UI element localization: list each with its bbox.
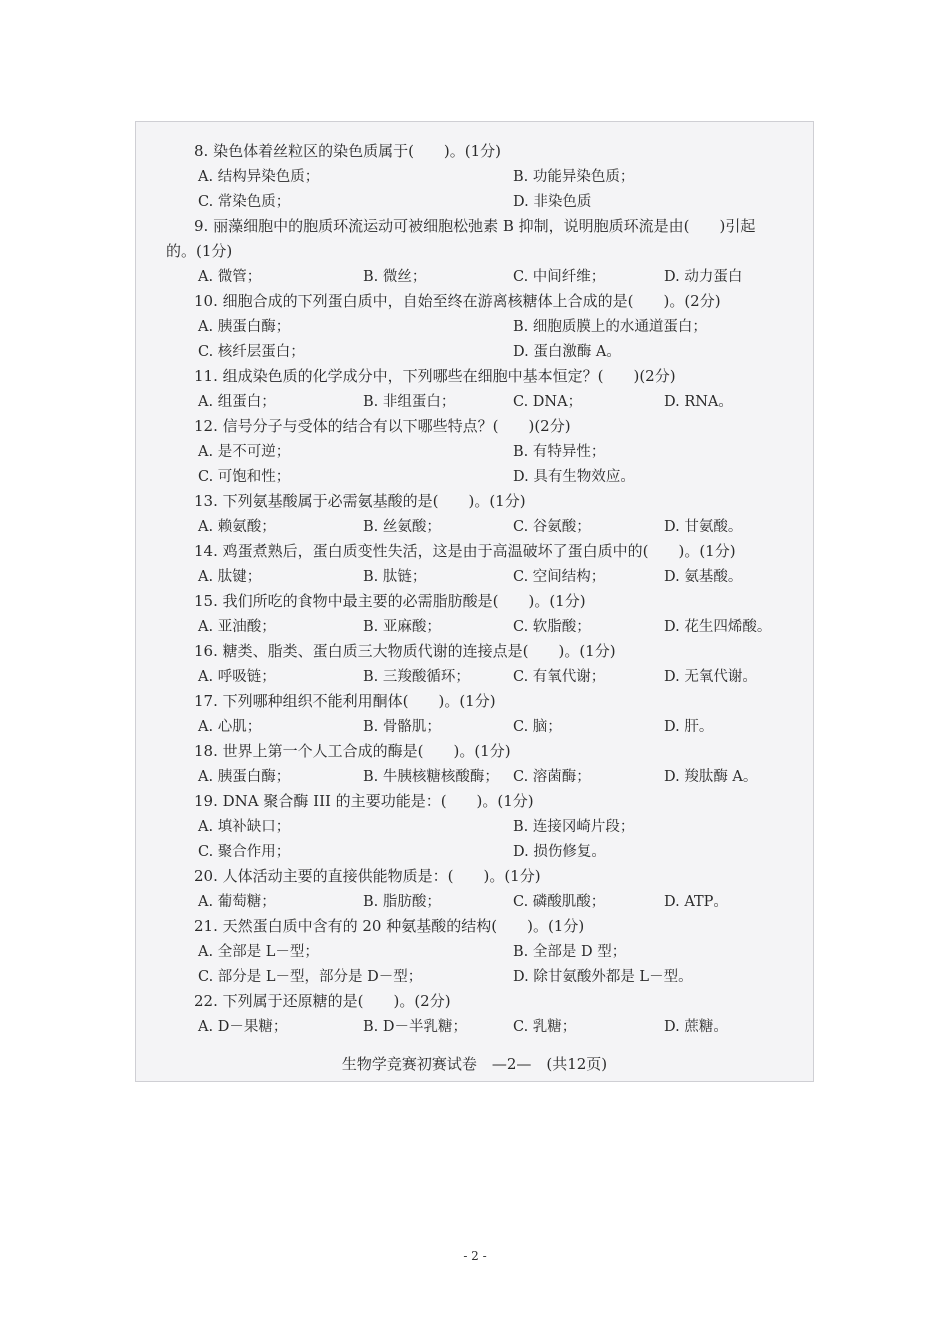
option-d: D. 甘氨酸。	[664, 519, 743, 535]
option-b: B. 有特异性；	[513, 444, 606, 460]
option-d: D. 蛋白激酶 A。	[513, 344, 621, 360]
option-a: A. 亚油酸；	[198, 619, 276, 635]
option-d: D. RNA。	[664, 394, 733, 410]
option-a: A. 结构异染色质；	[198, 169, 320, 185]
option-a: A. 填补缺口；	[198, 819, 291, 835]
option-a: A. 赖氨酸；	[198, 519, 276, 535]
option-c: C. 可饱和性；	[198, 469, 291, 485]
question-stem: 16. 糖类、脂类、蛋白质三大物质代谢的连接点是( )。(1分)	[194, 642, 616, 660]
option-c: C. 常染色质；	[198, 194, 291, 210]
option-a: A. D－果糖；	[198, 1019, 288, 1035]
option-b: B. 非组蛋白；	[363, 394, 456, 410]
option-b: B. 微丝；	[363, 269, 427, 285]
option-b: B. 亚麻酸；	[363, 619, 441, 635]
option-b: B. 脂肪酸；	[363, 894, 441, 910]
option-c: C. 有氧代谢；	[513, 669, 606, 685]
option-c: C. 谷氨酸；	[513, 519, 591, 535]
option-b: B. 牛胰核糖核酸酶；	[363, 769, 499, 785]
page-number: - 2 -	[463, 1249, 487, 1263]
question-stem: 19. DNA 聚合酶 III 的主要功能是：( )。(1分)	[194, 792, 534, 810]
option-d: D. 损伤修复。	[513, 844, 606, 860]
option-b: B. D－半乳糖；	[363, 1019, 467, 1035]
option-b: B. 细胞质膜上的水通道蛋白；	[513, 319, 707, 335]
option-c: C. 空间结构；	[513, 569, 606, 585]
option-c: C. 溶菌酶；	[513, 769, 591, 785]
option-a: A. 胰蛋白酶；	[198, 319, 291, 335]
option-d: D. 除甘氨酸外都是 L－型。	[513, 969, 693, 985]
option-d: D. ATP。	[664, 894, 728, 910]
option-b: B. 丝氨酸；	[363, 519, 441, 535]
question-stem: 22. 下列属于还原糖的是( )。(2分)	[194, 992, 451, 1010]
option-a: A. 肽键；	[198, 569, 262, 585]
option-c: C. 核纤层蛋白；	[198, 344, 305, 360]
option-d: D. 氨基酸。	[664, 569, 743, 585]
option-a: A. 呼吸链；	[198, 669, 276, 685]
option-b: B. 全部是 D 型；	[513, 944, 627, 960]
option-b: B. 肽链；	[363, 569, 427, 585]
option-a: A. 全部是 L－型；	[198, 944, 319, 960]
option-d: D. 无氧代谢。	[664, 669, 757, 685]
option-c: C. 部分是 L－型，部分是 D－型；	[198, 969, 423, 985]
question-stem: 21. 天然蛋白质中含有的 20 种氨基酸的结构( )。(1分)	[194, 917, 585, 935]
option-b: B. 三羧酸循环；	[363, 669, 470, 685]
option-b: B. 功能异染色质；	[513, 169, 635, 185]
option-a: A. 是不可逆；	[198, 444, 291, 460]
question-stem: 13. 下列氨基酸属于必需氨基酸的是( )。(1分)	[194, 492, 526, 510]
option-d: D. 花生四烯酸。	[664, 619, 772, 635]
question-stem: 10. 细胞合成的下列蛋白质中，自始至终在游离核糖体上合成的是( )。(2分)	[194, 292, 721, 310]
option-c: C. DNA；	[513, 394, 583, 410]
option-d: D. 具有生物效应。	[513, 469, 635, 485]
option-c: C. 软脂酸；	[513, 619, 591, 635]
question-stem: 20. 人体活动主要的直接供能物质是：( )。(1分)	[194, 867, 541, 885]
question-stem: 11. 组成染色质的化学成分中，下列哪些在细胞中基本恒定？( )(2分)	[194, 367, 676, 385]
option-b: B. 骨骼肌；	[363, 719, 441, 735]
option-a: A. 胰蛋白酶；	[198, 769, 291, 785]
option-a: A. 组蛋白；	[198, 394, 276, 410]
question-stem: 9. 丽藻细胞中的胞质环流运动可被细胞松弛素 B 抑制，说明胞质环流是由( )引起	[194, 217, 756, 235]
question-stem: 8. 染色体着丝粒区的染色质属于( )。(1分)	[194, 142, 502, 160]
option-a: A. 微管；	[198, 269, 262, 285]
question-stem: 12. 信号分子与受体的结合有以下哪些特点？( )(2分)	[194, 417, 571, 435]
option-c: C. 中间纤维；	[513, 269, 606, 285]
question-stem: 14. 鸡蛋煮熟后，蛋白质变性失活，这是由于高温破坏了蛋白质中的( )。(1分)	[194, 542, 736, 560]
question-stem: 18. 世界上第一个人工合成的酶是( )。(1分)	[194, 742, 511, 760]
exam-footer: 生物学竞赛初赛试卷 —2— (共12页)	[341, 1055, 608, 1073]
question-stem: 17. 下列哪种组织不能利用酮体( )。(1分)	[194, 692, 496, 710]
option-c: C. 磷酸肌酸；	[513, 894, 606, 910]
option-d: D. 蔗糖。	[664, 1019, 728, 1035]
question-stem: 15. 我们所吃的食物中最主要的必需脂肪酸是( )。(1分)	[194, 592, 586, 610]
option-c: C. 聚合作用；	[198, 844, 291, 860]
question-stem-continued: 的。(1分)	[166, 242, 233, 260]
option-c: C. 乳糖；	[513, 1019, 577, 1035]
option-b: B. 连接冈崎片段；	[513, 819, 635, 835]
option-d: D. 肝。	[664, 719, 714, 735]
option-d: D. 动力蛋白	[664, 269, 743, 285]
option-d: D. 羧肽酶 A。	[664, 769, 758, 785]
option-c: C. 脑；	[513, 719, 562, 735]
option-a: A. 葡萄糖；	[198, 894, 276, 910]
option-a: A. 心肌；	[198, 719, 262, 735]
scanned-exam-page	[135, 121, 814, 1082]
option-d: D. 非染色质	[513, 194, 592, 210]
